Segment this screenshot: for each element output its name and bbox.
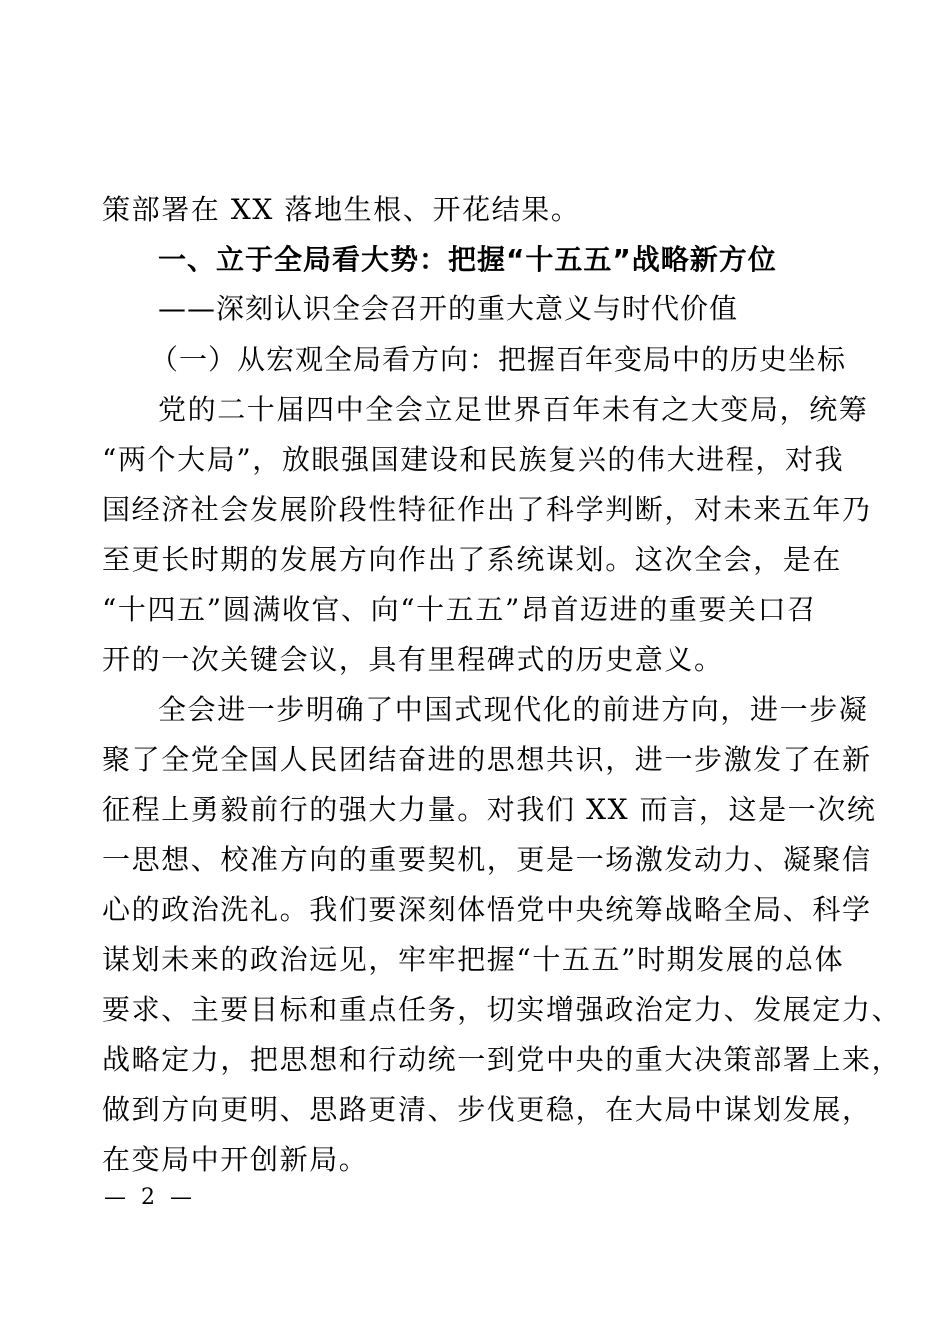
continuation-line: 策部署在 XX 落地生根、开花结果。 — [102, 193, 581, 226]
paragraph-line: 党的二十届四中全会立足世界百年未有之大变局，统筹 — [158, 393, 869, 426]
paragraph-line: 聚了全党全国人民团结奋进的思想共识，进一步激发了在新 — [102, 743, 872, 776]
paragraph-line: 战略定力，把思想和行动统一到党中央的重大决策部署上来， — [102, 1043, 902, 1076]
paragraph-line: 开的一次关键会议，具有里程碑式的历史意义。 — [102, 643, 724, 676]
paragraph-line: 一思想、校准方向的重要契机，更是一场激发动力、凝聚信 — [102, 843, 872, 876]
subsection-heading: （一）从宏观全局看方向：把握百年变局中的历史坐标 — [150, 343, 847, 376]
paragraph-line: “十四五”圆满收官、向“十五五”昂首迈进的重要关口召 — [102, 593, 817, 626]
paragraph-line: 征程上勇毅前行的强大力量。对我们 XX 而言，这是一次统 — [102, 793, 877, 826]
paragraph-line: 至更长时期的发展方向作出了系统谋划。这次全会，是在 — [102, 543, 843, 576]
paragraph-line: 在变局中开创新局。 — [102, 1143, 369, 1176]
paragraph-line: 谋划未来的政治远见，牢牢把握“十五五”时期发展的总体 — [102, 943, 845, 976]
paragraph-line: “两个大局”，放眼强国建设和民族复兴的伟大进程，对我 — [102, 443, 845, 476]
paragraph-line: 要求、主要目标和重点任务，切实增强政治定力、发展定力、 — [102, 993, 902, 1026]
section-subheading: ——深刻认识全会召开的重大意义与时代价值 — [158, 292, 739, 325]
section-heading: 一、立于全局看大势：把握“十五五”战略新方位 — [158, 243, 777, 276]
paragraph-line: 全会进一步明确了中国式现代化的前进方向，进一步凝 — [158, 693, 869, 726]
page-number: — 2 — — [104, 1185, 196, 1210]
paragraph-line: 心的政治洗礼。我们要深刻体悟党中央统筹战略全局、科学 — [102, 893, 872, 926]
paragraph-line: 做到方向更明、思路更清、步伐更稳，在大局中谋划发展， — [102, 1093, 872, 1126]
paragraph-line: 国经济社会发展阶段性特征作出了科学判断，对未来五年乃 — [102, 493, 872, 526]
